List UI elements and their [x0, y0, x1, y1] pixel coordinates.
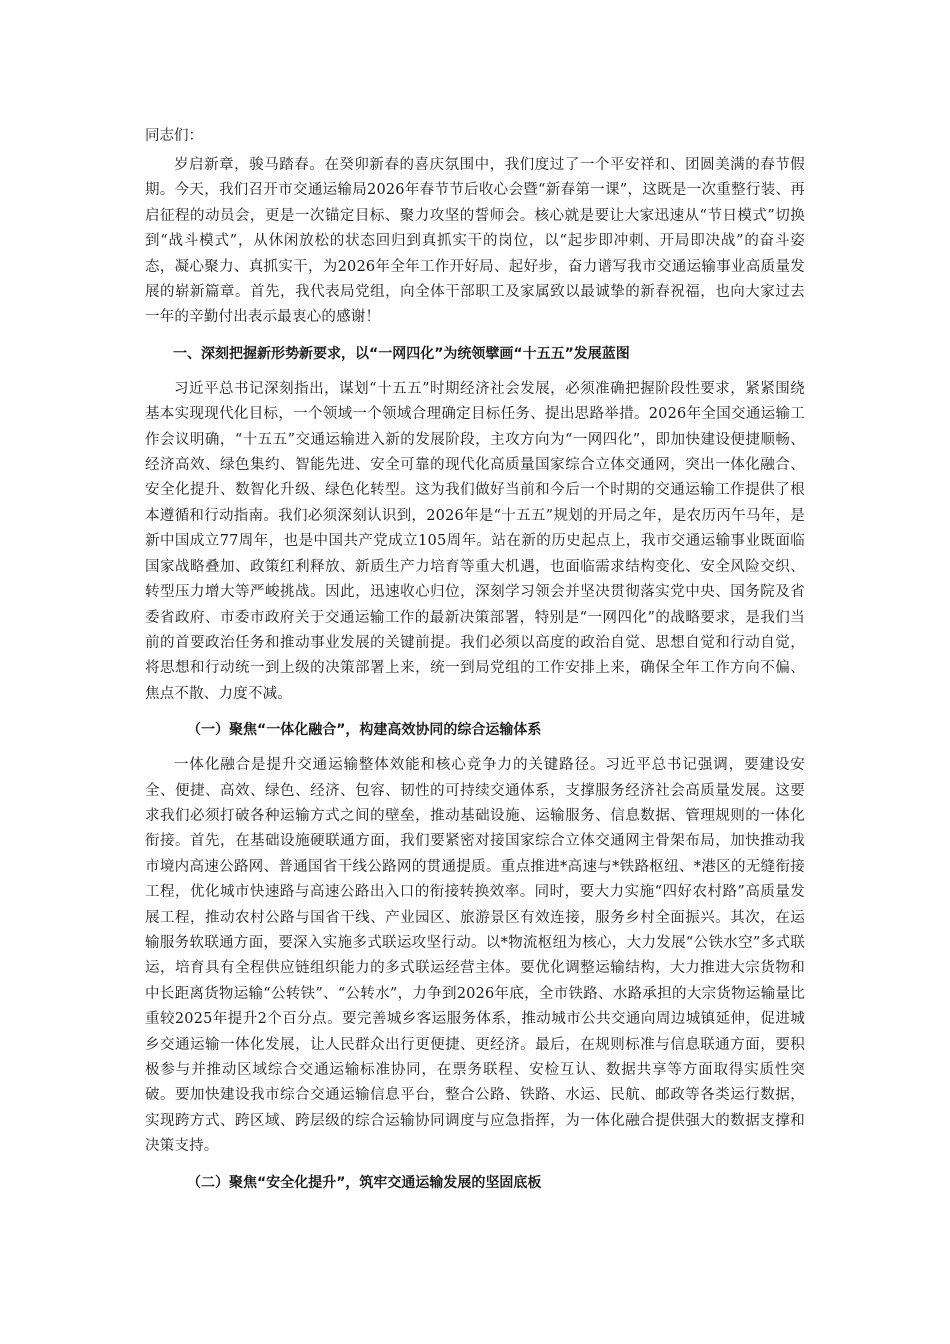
subsection-1-paragraph: 一体化融合是提升交通运输整体效能和核心竞争力的关键路径。习近平总书记强调，要建设安全、便捷、高效、绿色、经济、包容、韧性的可持续交通体系，支撑服务经济社会高质量发展。这要求我们必须打破各种运输方式之间的壁垒，推动基础设施、运输服务、信息数据、管理规则的一体化衔接。首先，在基础设施硬联通方面，我们要紧密对接国家综合立体交通网主骨架布局，加快推动我市境内高速公路网、普通国省干线公路网的贯通提质。重点推进*高速与*铁路枢纽、*港区的无缝衔接工程，优化城市快速路与高速公路出入口的衔接转换效率。同时，要大力实施“四好农村路”高质量发展工程，推动农村公路与国省干线、产业园区、旅游景区有效连接，服务乡村全面振兴。其次，在运输服务软联通方面，要深入实施多式联运攻坚行动。以*物流枢纽为核心，大力发展“公铁水空”多式联运，培育具有全程供应链组织能力的多式联运经营主体。要优化调整运输结构，大力推进大宗货物和中长距离货物运输“公转铁”、“公转水”，力争到2026年底，全市铁路、水路承担的大宗货物运输量比重较2025年提升2个百分点。要完善城乡客运服务体系，推动城市公共交通向周边城镇延伸，促进城乡交通运输一体化发展，让人民群众出行更便捷、更经济。最后，在规则标准与信息联通方面，要积极参与并推动区域综合交通运输标准协同，在票务联程、安检互认、数据共享等方面取得实质性突破。要加快建设我市综合交通运输信息平台，整合公路、铁路、水运、民航、邮政等各类运行数据，实现跨方式、跨区域、跨层级的综合运输协同调度与应急指挥，为一体化融合提供强大的数据支撑和决策支持。	[145, 757, 805, 1155]
intro-paragraph: 岁启新章，骏马踏春。在癸卯新春的喜庆氛围中，我们度过了一个平安祥和、团圆美满的春节假期。今天，我们召开市交通运输局2026年春节节后收心会暨“新春第一课”，这既是一次重整行装、再启征程的动员会，更是一次锚定目标、聚力攻坚的誓师会。核心就是要让大家迅速从“节日模式”切换到“战斗模式”，从休闲放松的状态回归到真抓实干的岗位，以“起步即冲刺、开局即决战”的奋斗姿态，凝心聚力、真抓实干，为2026年全年工作开好局、起好步，奋力谱写我市交通运输事业高质量发展的崭新篇章。首先，我代表局党组，向全体干部职工及家属致以最诚挚的新春祝福，也向大家过去一年的辛勤付出表示最衷心的感谢！	[145, 157, 805, 326]
subsection-1-heading: （一）聚焦“一体化融合”，构建高效协同的综合运输体系	[187, 722, 542, 739]
document-page	[145, 123, 805, 1206]
salutation: 同志们：	[145, 128, 203, 144]
section-1-paragraph: 习近平总书记深刻指出，谋划“十五五”时期经济社会发展，必须准确把握阶段性要求，紧紧围绕基本实现现代化目标，一个领域一个领域合理确定目标任务、提出思路举措。2026年全国交通运输工作会议明确，“十五五”交通运输进入新的发展阶段，主攻方向为“一网四化”，即加快建设便捷顺畅、经济高效、绿色集约、智能先进、安全可靠的现代化高质量国家综合立体交通网，突出一体化融合、安全化提升、数智化升级、绿色化转型。这为我们做好当前和今后一个时期的交通运输工作提供了根本遵循和行动指南。我们必须深刻认识到，2026年是“十五五”规划的开局之年，是农历丙午马年，是新中国成立77周年，也是中国共产党成立105周年。站在新的历史起点上，我市交通运输事业既面临国家战略叠加、政策红利释放、新质生产力培育等重大机遇，也面临需求结构变化、安全风险交织、转型压力增大等严峻挑战。因此，迅速收心归位，深刻学习领会并坚决贯彻落实党中央、国务院及省委省政府、市委市政府关于交通运输工作的最新决策部署，特别是“一网四化”的战略要求，是我们当前的首要政治任务和推动事业发展的关键前提。我们必须以高度的政治自觉、思想自觉和行动自觉，将思想和行动统一到上级的决策部署上来，统一到局党组的工作安排上来，确保全年工作方向不偏、焦点不散、力度不减。	[145, 380, 805, 702]
subsection-2-heading: （二）聚焦“安全化提升”，筑牢交通运输发展的坚固底板	[187, 1174, 542, 1191]
section-1-heading: 一、深刻把握新形势新要求，以“一网四化”为统领擘画“十五五”发展蓝图	[173, 345, 630, 362]
